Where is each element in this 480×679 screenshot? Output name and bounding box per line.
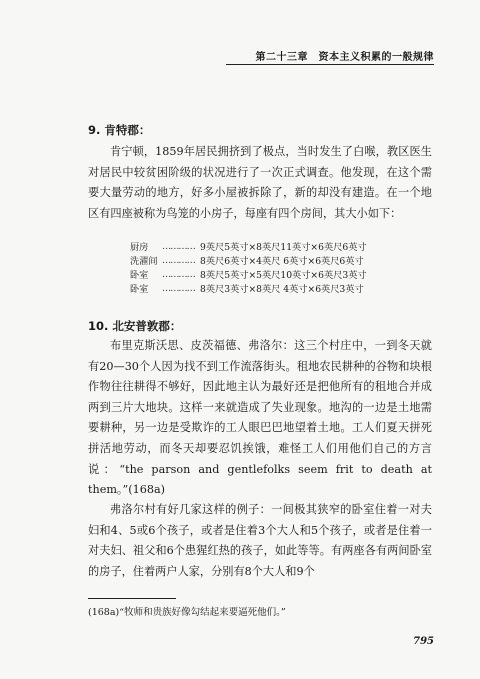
page-number: 795	[413, 636, 434, 647]
room-name: 卧室	[130, 270, 149, 281]
room-size: 8英尺6英寸×4英尺 6英寸×6英尺6英寸	[200, 256, 364, 267]
footnote-rule	[88, 598, 176, 599]
section-heading-kent: 9. 肯特郡：	[88, 123, 151, 137]
room-size: 8英尺5英寸×5英尺10英寸×6英尺3英寸	[200, 270, 367, 281]
section-heading-northamptonshire: 10. 北安普敦郡：	[88, 319, 182, 333]
leader-dots: …………	[162, 268, 195, 280]
room-name: 厨房	[130, 242, 149, 253]
leader-dots: …………	[162, 282, 195, 294]
running-header: 第二十三章 资本主义积累的一般规律	[255, 52, 434, 63]
paragraph-northamptonshire-2: 弗洛尔村有好几家这样的例子：一间极其狭窄的卧室住着一对夫妇和4、5或6个孩子，或者是住着3个大人和5个孩子，或者是住着一对夫妇、祖父和6个患猩红热的孩子，如此等等。有两座各有两间卧室的房子，住着两户人家，分别有8个大人和9个	[88, 503, 432, 578]
table-row	[130, 253, 367, 267]
footnote: (168a)“牧师和贵族好像勾结起来要逼死他们。”	[88, 607, 286, 618]
leader-dots: …………	[162, 254, 195, 266]
paragraph-northamptonshire-1: 布里克斯沃思、皮茨福德、弗洛尔：这三个村庄中，一到冬天就有20—30个人因为找不到工作流落街头。租地农民耕种的谷物和块根作物往往耕得不够好，因此地主认为最好还是把他所有的租地合并成两到三片大地块。这样一来就造成了失业现象。地沟的一边是土地需要耕种，另一边是受欺诈的工人眼巴巴地望着土地。工人们夏天拼死拼活地劳动，而冬天却要忍饥挨饿，难怪工人们用他们自己的方言说：“the parson and gentlefolks seem frit to death at them。”(168a)	[88, 339, 432, 497]
leader-dots: …………	[162, 240, 195, 252]
room-size: 9英尺5英寸×8英尺11英寸×6英尺6英寸	[200, 242, 367, 253]
table-row	[130, 281, 367, 295]
paragraph-kent: 肯宁顿，1859年居民拥挤到了极点，当时发生了白喉，教区医生对居民中较贫困阶级的状况进行了一次正式调查。他发现，在这个需要大量劳动的地方，好多小屋被拆除了，新的却没有建造。在一个地区有四座被称为鸟笼的小房子，每座有四个房间，其大小如下：	[88, 145, 432, 220]
table-row	[130, 267, 367, 281]
room-size-table	[130, 239, 367, 295]
table-row	[130, 239, 367, 253]
header-rule	[226, 64, 434, 65]
room-name: 卧室	[130, 284, 149, 295]
room-name: 洗濯间	[130, 256, 158, 267]
room-size: 8英尺3英寸×8英尺 4英寸×6英尺3英寸	[200, 284, 364, 295]
